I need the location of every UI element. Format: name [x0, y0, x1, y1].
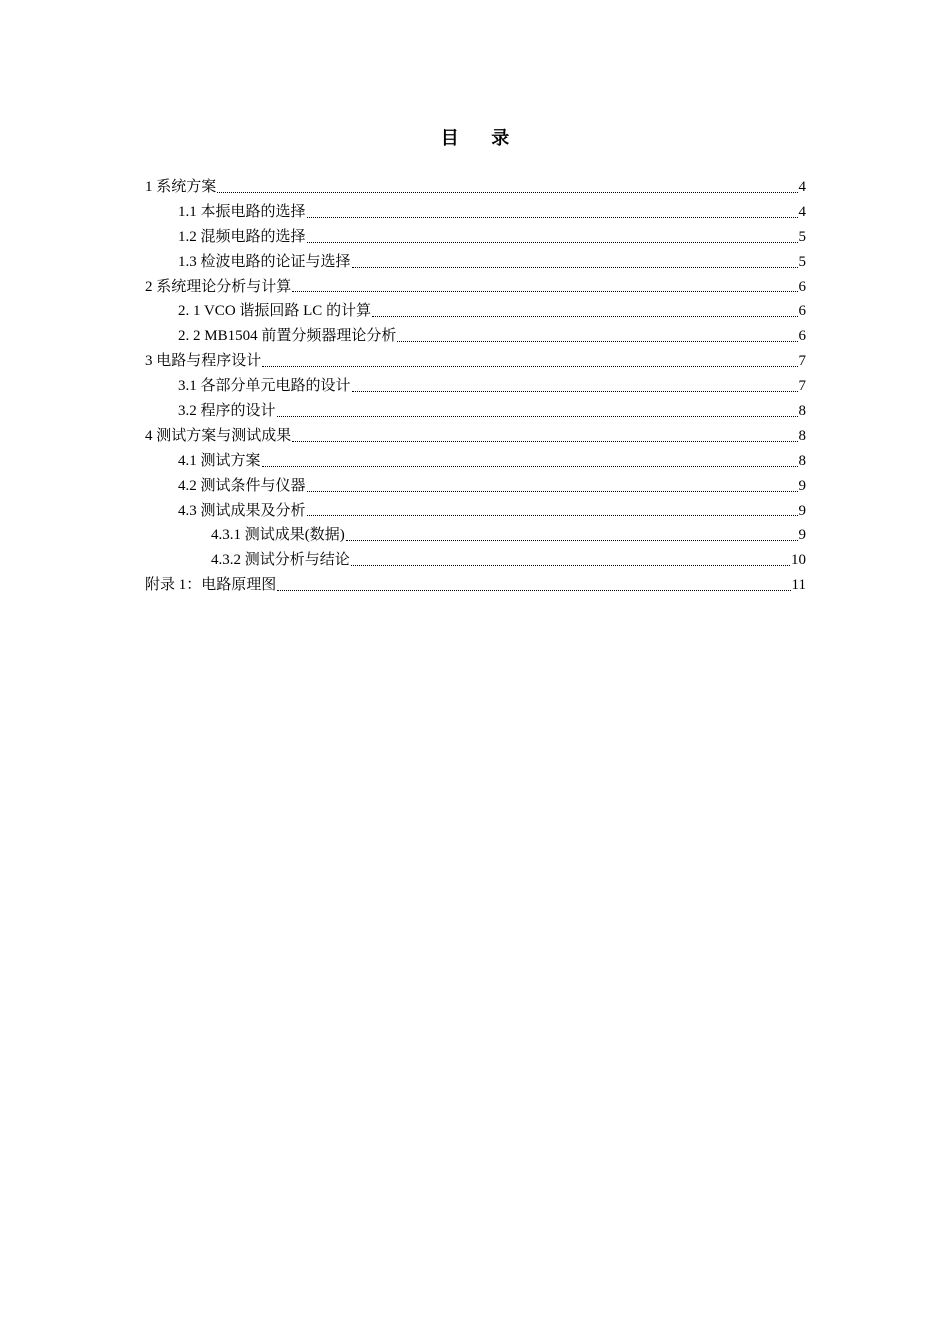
toc-entry[interactable] — [145, 275, 806, 300]
toc-entry[interactable] — [145, 548, 806, 573]
toc-entry-text: 4.2 测试条件与仪器 — [178, 477, 306, 494]
toc-page-number: 6 — [798, 303, 806, 320]
toc-entry[interactable] — [145, 175, 806, 200]
dot-leader — [372, 299, 797, 324]
dot-leader — [351, 548, 790, 573]
dot-leader — [397, 324, 797, 349]
toc-entry[interactable] — [145, 324, 806, 349]
toc-entry-text: 4.1 测试方案 — [178, 452, 261, 469]
toc-page-number: 8 — [798, 403, 806, 419]
toc-entry[interactable] — [145, 200, 806, 225]
toc-entry[interactable] — [145, 225, 806, 250]
toc-page-number: 7 — [798, 353, 806, 370]
toc-page-number: 9 — [798, 502, 806, 519]
toc-page-number: 9 — [798, 527, 806, 544]
toc-entry-text: 2. 1 VCO 谐振回路 LC 的计算 — [178, 303, 372, 320]
dot-leader — [352, 250, 798, 275]
toc-page-number: 8 — [798, 427, 806, 444]
toc-page-number: 4 — [798, 203, 806, 220]
dot-leader — [292, 275, 797, 300]
toc-entry-text: 附录 1：电路原理图 — [145, 577, 277, 594]
toc-entry-text: 4 测试方案与测试成果 — [145, 427, 292, 444]
toc-entry-text: 1.1 本振电路的选择 — [178, 203, 306, 220]
table-of-contents — [145, 175, 806, 598]
dot-leader — [217, 175, 797, 200]
toc-entry-text: 4.3.2 测试分析与结论 — [211, 552, 350, 569]
toc-entry[interactable] — [145, 474, 806, 499]
dot-leader — [292, 424, 797, 449]
dot-leader — [346, 523, 798, 548]
toc-page-number: 8 — [798, 452, 806, 469]
dot-leader — [352, 374, 798, 399]
dot-leader — [262, 449, 798, 474]
toc-title: 目 录 — [440, 128, 524, 148]
dot-leader — [277, 573, 790, 598]
toc-entry-text: 1 系统方案 — [145, 178, 217, 195]
toc-entry[interactable] — [145, 349, 806, 374]
toc-entry[interactable] — [145, 523, 806, 548]
toc-page-number: 11 — [791, 577, 806, 594]
toc-page-number: 4 — [798, 178, 806, 195]
toc-page-number: 6 — [798, 278, 806, 295]
toc-entry-text: 4.3 测试成果及分析 — [178, 502, 306, 519]
dot-leader — [307, 225, 798, 250]
toc-entry-text: 2 系统理论分析与计算 — [145, 278, 292, 295]
toc-entry[interactable] — [145, 399, 806, 424]
toc-entry[interactable] — [145, 449, 806, 474]
toc-entry-text: 3.2 程序的设计 — [178, 403, 276, 419]
toc-entry[interactable] — [145, 250, 806, 275]
toc-entry-text: 2. 2 MB1504 前置分频器理论分析 — [178, 328, 397, 345]
toc-entry-text: 3.1 各部分单元电路的设计 — [178, 378, 351, 395]
toc-entry[interactable] — [145, 573, 806, 598]
toc-page-number: 7 — [798, 378, 806, 395]
toc-entry-text: 1.3 检波电路的论证与选择 — [178, 253, 351, 270]
toc-entry-text: 1.2 混频电路的选择 — [178, 228, 306, 245]
toc-page-number: 5 — [798, 253, 806, 270]
toc-page-number: 6 — [798, 328, 806, 345]
toc-entry[interactable] — [145, 499, 806, 524]
dot-leader — [277, 399, 798, 424]
dot-leader — [262, 349, 797, 374]
toc-page-number: 9 — [798, 477, 806, 494]
toc-entry[interactable] — [145, 374, 806, 399]
toc-entry-text: 4.3.1 测试成果(数据) — [211, 527, 345, 544]
toc-entry[interactable] — [145, 299, 806, 324]
toc-page-number: 5 — [798, 228, 806, 245]
toc-entry[interactable] — [145, 424, 806, 449]
toc-entry-text: 3 电路与程序设计 — [145, 353, 262, 370]
dot-leader — [307, 474, 798, 499]
dot-leader — [307, 200, 798, 225]
toc-page-number: 10 — [791, 552, 806, 569]
dot-leader — [307, 499, 798, 524]
